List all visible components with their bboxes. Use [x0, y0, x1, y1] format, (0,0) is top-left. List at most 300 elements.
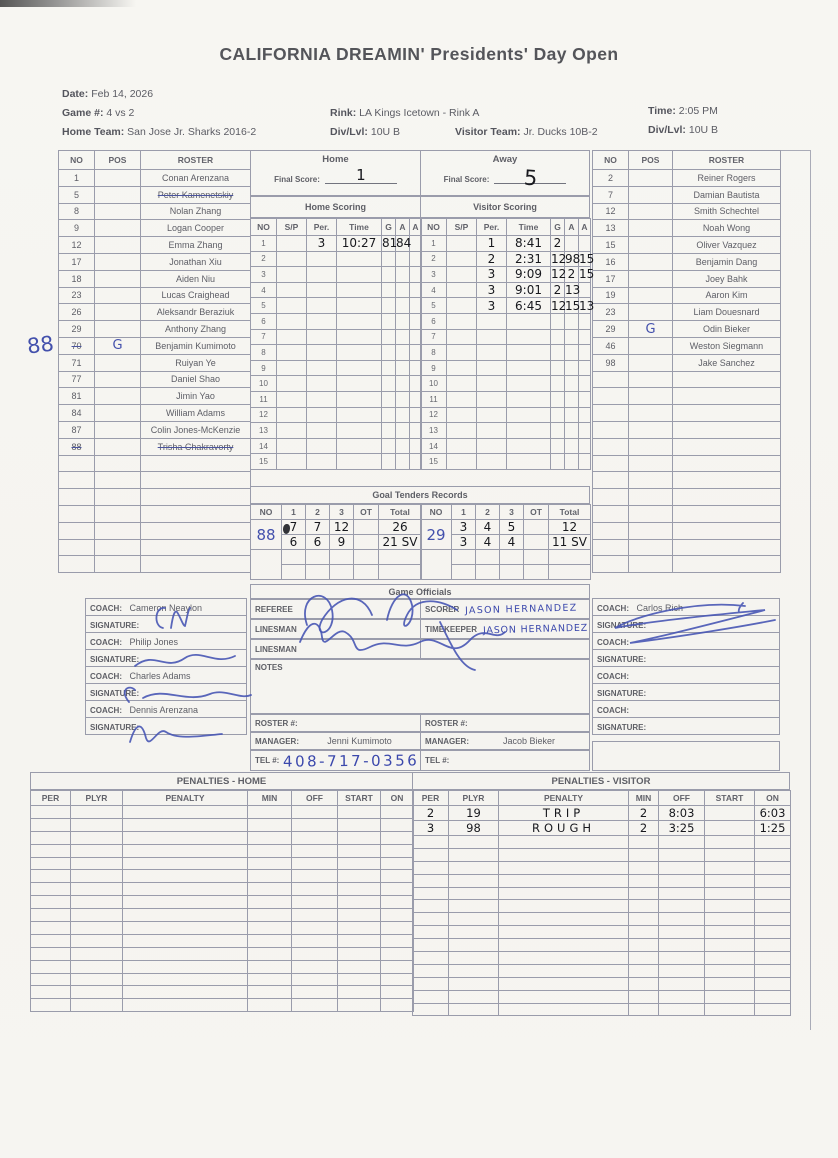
penalty-cell — [499, 926, 629, 939]
player-pos — [95, 203, 141, 220]
player-name: Peter Kamenetskiy — [141, 186, 251, 203]
penalty-cell — [123, 999, 248, 1012]
min-cell — [248, 831, 292, 844]
sp-cell — [447, 391, 477, 407]
min-cell — [629, 887, 659, 900]
start-cell — [338, 973, 381, 986]
player-name: Weston Siegmann — [673, 337, 781, 354]
assist1-cell — [565, 423, 579, 439]
sp-cell — [277, 438, 307, 454]
player-name: Joey Bahk — [673, 270, 781, 287]
row-no: 9 — [421, 360, 447, 376]
per-cell — [307, 360, 337, 376]
signature-label: SIGNATURE: — [597, 655, 647, 664]
player-pos — [629, 304, 673, 321]
home-score-line — [325, 166, 397, 184]
plyr-cell — [449, 990, 499, 1003]
final-score-label: Final Score: — [274, 175, 320, 184]
player-name — [141, 489, 251, 506]
penalty-row — [413, 887, 791, 900]
plyr-cell — [71, 947, 123, 960]
penalty-row — [31, 909, 414, 922]
visitor-scoring-row — [421, 236, 591, 252]
ot-cell — [524, 535, 549, 550]
col-off: OFF — [659, 791, 705, 806]
goal-cell — [551, 454, 565, 470]
plyr-cell — [71, 986, 123, 999]
player-pos — [95, 421, 141, 438]
home-roster-row — [59, 304, 251, 321]
player-no: 12 — [59, 237, 95, 254]
goal-cell — [382, 298, 396, 314]
assist1-cell — [396, 313, 410, 329]
plyr-cell — [71, 831, 123, 844]
signature-label: SIGNATURE: — [90, 723, 140, 732]
home-roster-row — [59, 505, 251, 522]
off-cell — [292, 896, 338, 909]
visitor-roster-row — [593, 388, 781, 405]
per-cell — [307, 313, 337, 329]
player-pos — [629, 489, 673, 506]
player-name — [141, 556, 251, 573]
assist1-cell — [565, 391, 579, 407]
player-no — [593, 489, 629, 506]
visitor-div-line — [648, 124, 718, 136]
on-cell — [755, 926, 791, 939]
per-cell — [413, 861, 449, 874]
off-cell — [292, 909, 338, 922]
col-no: NO — [251, 219, 277, 236]
col-sp: S/P — [447, 219, 477, 236]
player-no — [593, 438, 629, 455]
off-cell — [659, 926, 705, 939]
per-cell — [307, 298, 337, 314]
player-pos — [629, 170, 673, 187]
coach-label: COACH: — [90, 706, 122, 715]
penalty-cell: ROUGH — [499, 821, 629, 836]
penalty-cell: TRIP — [499, 806, 629, 821]
penalty-row — [413, 913, 791, 926]
on-cell — [381, 896, 414, 909]
per-cell — [31, 999, 71, 1012]
off-cell — [292, 999, 338, 1012]
time-cell: 9:01 — [507, 282, 551, 298]
off-cell — [292, 947, 338, 960]
sp-cell — [447, 236, 477, 252]
penalty-cell — [123, 909, 248, 922]
goal-cell: 12 — [551, 267, 567, 282]
player-pos — [95, 556, 141, 573]
player-pos — [629, 539, 673, 556]
min-cell — [629, 848, 659, 861]
player-no: 84 — [59, 405, 95, 422]
row-no: 4 — [421, 282, 447, 298]
player-no — [59, 522, 95, 539]
signature-label: SIGNATURE: — [597, 621, 647, 630]
row-no: 15 — [421, 454, 447, 470]
row-no: 10 — [251, 376, 277, 392]
row-no: 8 — [421, 345, 447, 361]
on-cell: 1:25 — [755, 821, 791, 836]
penalty-row — [413, 848, 791, 861]
assist2-cell — [579, 345, 591, 361]
home-roster-row — [59, 405, 251, 422]
per-cell — [477, 345, 507, 361]
player-no: 26 — [59, 304, 95, 321]
visitor-roster-row — [593, 522, 781, 539]
per-cell — [31, 883, 71, 896]
penalty-cell — [499, 964, 629, 977]
row-no: 12 — [251, 407, 277, 423]
home-roster-row — [59, 237, 251, 254]
visitor-roster-row — [593, 321, 781, 338]
total-cell — [549, 565, 591, 580]
home-final-score-box — [250, 150, 421, 196]
manager-label: MANAGER: — [255, 736, 299, 746]
goaltenders-band: Goal Tenders Records — [250, 486, 590, 504]
player-name: Anthony Zhang — [141, 321, 251, 338]
assist1-cell — [565, 360, 579, 376]
player-name: Emma Zhang — [141, 237, 251, 254]
visitor-roster-row — [593, 270, 781, 287]
col-penalty: PENALTY — [499, 791, 629, 806]
player-name — [673, 455, 781, 472]
start-cell — [705, 900, 755, 913]
per-cell — [307, 391, 337, 407]
col-time: Time — [337, 219, 382, 236]
goal-cell: 2 — [551, 282, 565, 298]
signature-row — [592, 717, 780, 735]
assist1-cell: 84 — [396, 236, 412, 251]
home-roster-row — [59, 388, 251, 405]
off-cell: 3:25 — [659, 821, 705, 836]
home-tel-row — [250, 750, 421, 771]
per-cell — [413, 874, 449, 887]
linesman-label: LINESMAN — [255, 624, 297, 634]
start-cell — [338, 896, 381, 909]
per-cell — [477, 329, 507, 345]
time-cell — [337, 251, 382, 267]
per-cell: 3 — [413, 821, 449, 836]
total-cell: 12 — [549, 520, 591, 535]
player-name — [673, 472, 781, 489]
row-no: 7 — [421, 329, 447, 345]
home-scoring-row — [251, 423, 422, 439]
time-cell — [507, 407, 551, 423]
col-period2: 2 — [476, 505, 500, 520]
player-pos — [95, 539, 141, 556]
home-scoring-row — [251, 391, 422, 407]
on-cell — [381, 883, 414, 896]
visitor-gt-header — [421, 505, 591, 520]
coach-label: COACH: — [90, 604, 122, 613]
player-name: Trisha Chakravorty — [141, 438, 251, 455]
per-cell — [31, 870, 71, 883]
player-pos — [95, 505, 141, 522]
off-cell — [292, 883, 338, 896]
start-cell — [338, 909, 381, 922]
player-name: Lucas Craighead — [141, 287, 251, 304]
player-pos — [629, 371, 673, 388]
visitor-scoring-row — [421, 391, 591, 407]
col-roster: ROSTER — [673, 151, 781, 170]
per-cell — [413, 964, 449, 977]
timekeeper-name: JASON HERNANDEZ — [482, 622, 589, 636]
penalty-row — [413, 836, 791, 849]
penalty-cell — [123, 844, 248, 857]
visitor-roster-row — [593, 505, 781, 522]
home-manager-row — [250, 732, 421, 750]
visitor-scoring-row — [421, 298, 591, 314]
visitor-scoring-table — [420, 218, 595, 470]
off-cell — [659, 990, 705, 1003]
time-cell: 6:45 — [507, 298, 551, 314]
start-cell — [705, 874, 755, 887]
player-name — [673, 522, 781, 539]
visitor-roster-row — [593, 405, 781, 422]
player-no — [59, 539, 95, 556]
off-cell — [659, 952, 705, 965]
home-scoring-row — [251, 251, 422, 267]
roster-no-label: ROSTER #: — [425, 718, 468, 728]
off-cell — [292, 870, 338, 883]
home-scoring-row — [251, 282, 422, 298]
min-cell: 2 — [629, 821, 659, 836]
plyr-cell — [71, 883, 123, 896]
game-line — [62, 107, 134, 119]
time-cell — [507, 360, 551, 376]
start-cell — [705, 861, 755, 874]
start-cell — [338, 831, 381, 844]
start-cell — [338, 857, 381, 870]
home-roster-header — [59, 151, 251, 170]
start-cell — [338, 960, 381, 973]
col-min: MIN — [248, 791, 292, 806]
penalty-cell — [123, 934, 248, 947]
per-cell — [31, 896, 71, 909]
time-cell — [507, 345, 551, 361]
per-cell — [307, 282, 337, 298]
penalty-row — [413, 874, 791, 887]
player-pos: G — [95, 337, 141, 354]
sp-cell — [277, 360, 307, 376]
p1-cell: 7 — [282, 520, 306, 535]
coach-name: Cameron Neaylon — [129, 603, 202, 613]
linesman-label: LINESMAN — [255, 644, 297, 654]
player-name — [673, 556, 781, 573]
col-no: NO — [421, 219, 447, 236]
home-roster-row — [59, 438, 251, 455]
min-cell — [629, 1003, 659, 1016]
min-cell — [629, 836, 659, 849]
col-roster: ROSTER — [141, 151, 251, 170]
penalty-cell — [499, 861, 629, 874]
row-no: 7 — [251, 329, 277, 345]
roster-no-label: ROSTER #: — [255, 718, 298, 728]
visitor-roster-row — [593, 455, 781, 472]
assist1-cell — [396, 345, 410, 361]
goal-cell — [382, 282, 396, 298]
sp-cell — [277, 267, 307, 283]
player-no: 7 — [593, 186, 629, 203]
player-name: Colin Jones-McKenzie — [141, 421, 251, 438]
visitor-scoring-row — [421, 282, 591, 298]
goal-cell — [551, 407, 565, 423]
assist1-cell: 98 — [565, 251, 581, 266]
visitor-scoring-row — [421, 423, 591, 439]
off-cell — [659, 861, 705, 874]
away-label: Away — [492, 154, 518, 165]
min-cell — [629, 952, 659, 965]
coach-label: COACH: — [597, 672, 629, 681]
on-cell — [755, 848, 791, 861]
player-name: Damian Bautista — [673, 186, 781, 203]
per-cell — [307, 251, 337, 267]
page-title: CALIFORNIA DREAMIN' Presidents' Day Open — [219, 44, 619, 64]
philip-jones-signature — [130, 648, 240, 674]
plyr-cell — [71, 960, 123, 973]
penalty-row — [413, 1003, 791, 1016]
top-right-line — [780, 150, 811, 151]
sp-cell — [277, 454, 307, 470]
col-start: START — [338, 791, 381, 806]
on-cell — [755, 874, 791, 887]
visitor-scoring-row — [421, 267, 591, 283]
per-cell — [413, 900, 449, 913]
per-cell — [413, 887, 449, 900]
assist1-cell — [396, 282, 410, 298]
penalty-cell — [499, 939, 629, 952]
time-cell — [507, 438, 551, 454]
visitor-scoring-row — [421, 360, 591, 376]
total-cell: 11 SV — [549, 535, 591, 550]
min-cell — [248, 922, 292, 935]
sp-cell — [277, 313, 307, 329]
player-no: 23 — [593, 304, 629, 321]
per-cell: 3 — [477, 282, 507, 298]
player-name — [141, 472, 251, 489]
player-pos — [629, 522, 673, 539]
col-period1: 1 — [452, 505, 476, 520]
player-no: 87 — [59, 421, 95, 438]
row-no: 6 — [421, 313, 447, 329]
player-pos — [629, 220, 673, 237]
penalty-row — [31, 922, 414, 935]
player-pos — [95, 170, 141, 187]
player-pos — [95, 270, 141, 287]
manager-label: MANAGER: — [425, 736, 469, 746]
penalty-cell — [123, 857, 248, 870]
penalty-cell — [499, 836, 629, 849]
assist2-cell — [579, 236, 591, 252]
row-no: 1 — [421, 236, 447, 252]
min-cell — [248, 883, 292, 896]
player-pos — [629, 556, 673, 573]
player-pos — [95, 472, 141, 489]
home-div-label: Div/Lvl: — [330, 126, 368, 138]
time-cell — [507, 329, 551, 345]
player-pos — [629, 287, 673, 304]
row-no: 3 — [421, 267, 447, 283]
player-no: 46 — [593, 337, 629, 354]
per-cell — [31, 960, 71, 973]
on-cell — [381, 947, 414, 960]
goalie-no — [251, 550, 282, 580]
coach-label: COACH: — [597, 638, 629, 647]
assist2-cell — [579, 376, 591, 392]
assist1-cell — [565, 454, 579, 470]
home-scoring-row — [251, 329, 422, 345]
sp-cell — [277, 298, 307, 314]
ot-cell — [354, 520, 379, 535]
plyr-cell — [71, 999, 123, 1012]
away-final-score-box — [420, 150, 590, 196]
home-scoring-row — [251, 267, 422, 283]
penalty-row — [413, 926, 791, 939]
col-period3: 3 — [500, 505, 524, 520]
sp-cell — [447, 267, 477, 283]
plyr-cell — [71, 857, 123, 870]
home-div-line — [330, 126, 400, 138]
home-manager-name: Jenni Kumimoto — [327, 736, 392, 746]
player-no — [593, 388, 629, 405]
player-name: Reiner Rogers — [673, 170, 781, 187]
player-pos — [95, 489, 141, 506]
goalie-shots-row — [421, 550, 591, 565]
p2-cell: 4 — [476, 520, 500, 535]
start-cell — [705, 836, 755, 849]
signature-label: SIGNATURE: — [90, 621, 140, 630]
off-cell — [292, 960, 338, 973]
player-pos — [629, 505, 673, 522]
player-pos — [95, 304, 141, 321]
penalty-row — [31, 973, 414, 986]
assist1-cell — [396, 454, 410, 470]
row-no: 15 — [251, 454, 277, 470]
min-cell — [248, 896, 292, 909]
goal-cell: 12 — [551, 298, 567, 313]
timekeeper-label: TIMEKEEPER — [425, 624, 478, 634]
home-final-score: 1 — [356, 166, 366, 184]
col-start: START — [705, 791, 755, 806]
total-cell — [379, 550, 422, 565]
min-cell — [248, 973, 292, 986]
p3-cell — [330, 565, 354, 580]
time-cell — [507, 376, 551, 392]
plyr-cell — [449, 887, 499, 900]
visitor-goaltender-table — [420, 504, 591, 580]
col-total: Total — [549, 505, 591, 520]
date-label: Date: — [62, 88, 89, 100]
col-period3: 3 — [330, 505, 354, 520]
penalty-cell — [123, 818, 248, 831]
min-cell — [248, 947, 292, 960]
assist1-cell — [396, 423, 410, 439]
home-roster-row — [59, 270, 251, 287]
sp-cell — [447, 329, 477, 345]
start-cell — [705, 821, 755, 836]
signature-label: SIGNATURE: — [90, 655, 140, 664]
player-name — [673, 505, 781, 522]
signature-label: SIGNATURE: — [90, 689, 140, 698]
sp-cell — [447, 313, 477, 329]
visitor-tel-row — [420, 750, 590, 771]
visitor-penalties-header — [413, 791, 791, 806]
min-cell — [629, 874, 659, 887]
on-cell — [381, 844, 414, 857]
p2-cell: 4 — [476, 535, 500, 550]
player-no — [59, 472, 95, 489]
